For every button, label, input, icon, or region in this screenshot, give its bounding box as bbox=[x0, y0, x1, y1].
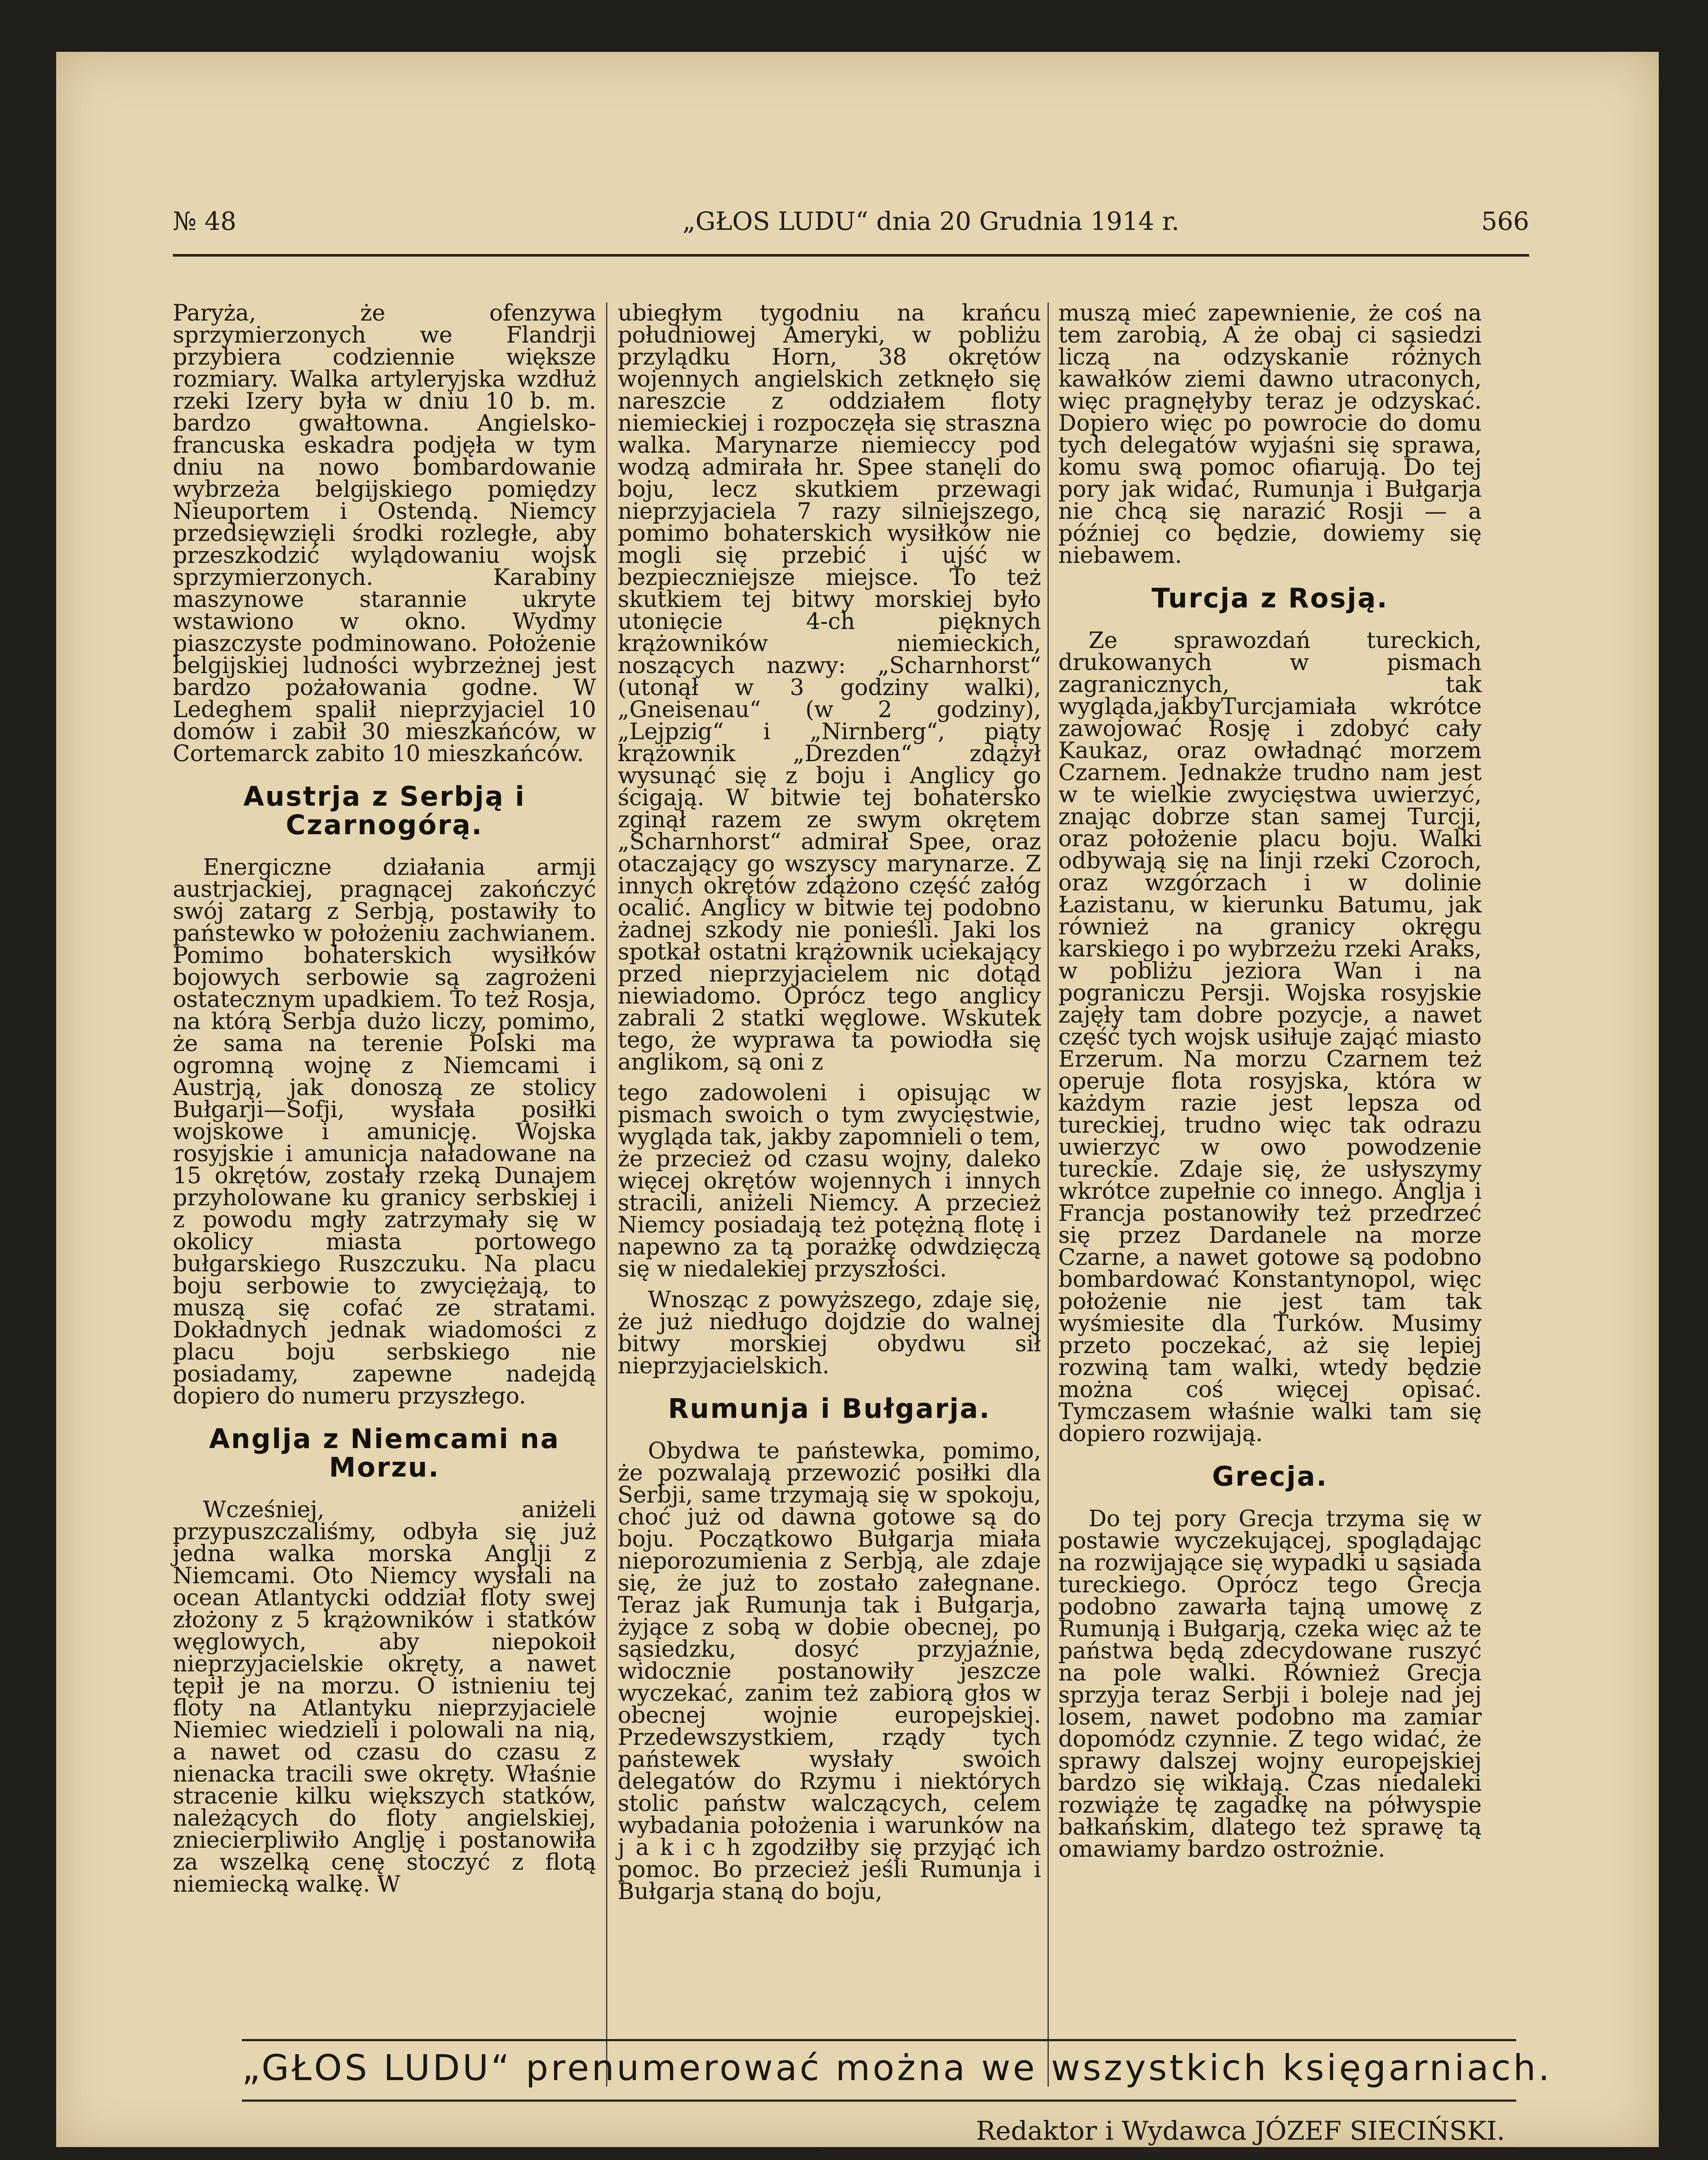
footer-rule-top bbox=[242, 2039, 1516, 2041]
paragraph: tego zadowoleni i opisując w pismach swoich o tym zwycięstwie, wygląda tak, jakby zapomnieli o tem, że przecież od czasu wojny, daleko więcej okrętów wojennych i innych stracili, aniżeli Niemcy. A przecież Niemcy posiadają też potężną flotę i napewno za tą porażkę odwdzięczą się w niedalekiej przyszłości. bbox=[618, 1080, 1041, 1282]
issue-number: № 48 bbox=[173, 206, 237, 236]
footer-rule-bottom bbox=[242, 2100, 1516, 2102]
article-column-1 bbox=[173, 302, 596, 2030]
section-heading-romania-bulgaria: Rumunja i Bułgarja. bbox=[668, 1393, 991, 1424]
paragraph: muszą mieć zapewnienie, że coś na tem zarobią, A że obaj ci sąsiedzi liczą na odzyskanie różnych kawałków ziemi dawno utraconych, więc pragnęłyby teraz je odzyskać. Dopiero więc po powrocie do domu tych delegatów wyjaśni się sprawa, komu swą pomoc ofiarują. Do tej pory jak widać, Rumunja i Bułgarja nie chcą się narazić Rosji — a później co będzie, dowiemy się niebawem. bbox=[1058, 300, 1482, 569]
header-rule bbox=[173, 254, 1529, 257]
column-divider bbox=[1048, 302, 1049, 2087]
page-number: 566 bbox=[1481, 206, 1529, 236]
paragraph: Energiczne działania armji austrjackiej, pragnącej zakończyć swój zatarg z Serbją, postawiły to państewko w położeniu zachwianem. Pomimo bohaterskich wysiłków bojowych serbowie są zagrożeni ostatecznym upadkiem. To też Rosja, na którą Serbja dużo liczy, pomimo, że sama na terenie Polski ma ogromną wojnę z Niemcami i Austrją, jak donoszą ze stolicy Bułgarji—Sofji, wysłała posiłki wojskowe i amunicję. Wojska rosyjskie i amunicja naładowane na 15 okrętów, zostały rzeką Dunajem przyholowane ku granicy serbskiej i z powodu mgły zatrzymały się w okolicy miasta portowego bułgarskiego Ruszczuku. Na placu boju serbowie to zwyciężają, to muszą się cofać ze stratami. Dokładnych jednak wiadomości z placu boju serbskiego nie posiadamy, zapewne nadejdą dopiero do numeru przyszłego. bbox=[173, 854, 596, 1409]
page-header bbox=[173, 206, 1529, 245]
article-column-2 bbox=[618, 302, 1041, 2030]
paragraph: Obydwa te państewka, pomimo, że pozwalają przewozić posiłki dla Serbji, same trzymają się w spokoju, choć już od dawna gotowe są do boju. Początkowo Bułgarja miała nieporozumienia z Serbją, ale zdaje się, że już to zostało załegnane. Teraz jak Rumunja tak i Bułgarja, żyjące z sobą w dobie obecnej, po sąsiedzku, dosyć przyjaźnie, widocznie postanowiły jeszcze wyczekać, zanim też zabiorą głos w obecnej wojnie europejskiej. Przedewszystkiem, rządy tych państewek wysłały swoich delegatów do Rzymu i niektórych stolic państw walczących, celem wybadania położenia i warunków na j a k i c h zgodziłby się przyjąć ich pomoc. Bo przecież jeśli Rumunja i Bułgarja staną do boju, bbox=[618, 1438, 1041, 1905]
paragraph: Paryża, że ofenzywa sprzymierzonych we Flandrji przybiera codziennie większe rozmiary. Walka artyleryjska wzdłuż rzeki Izery była w dniu 10 b. m. bardzo gwałtowna. Angielsko-francuska eskadra podjęła w tym dniu na nowo bombardowanie wybrzeża belgijskiego pomiędzy Nieuportem i Ostendą. Niemcy przedsięwzięli środki rozległe, aby przeszkodzić wylądowaniu wojsk sprzymierzonych. Karabiny maszynowe starannie ukryte wstawiono w okno. Wydmy piaszczyste podminowano. Położenie belgijskiej ludności wybrzeżnej jest bardzo pożałowania godne. W Ledeghem spalił nieprzyjaciel 10 domów i zabił 30 mieszkańców, w Cortemarck zabito 10 mieszkańców. bbox=[173, 300, 596, 767]
section-heading-greece: Grecja. bbox=[1212, 1461, 1328, 1492]
paragraph: Wcześniej, aniżeli przypuszczaliśmy, odbyła się już jedna walka morska Anglji z Niemcami. Oto Niemcy wysłali na ocean Atlantycki oddział floty swej złożony z 5 krążowników i statków węglowych, aby niepokoił nieprzyjacielskie okręty, a nawet tępił je na morzu. O istnieniu tej floty na Atlantyku nieprzyjaciele Niemiec wiedzieli i polowali na nią, a nawet od czasu do czasu z nienacka tracili swe okręty. Właśnie stracenie kilku większych statków, należących do floty angielskiej, zniecierpliwiło Anglję i postanowiła za wszelką cenę stoczyć z flotą niemiecką walkę. W bbox=[173, 1497, 596, 1897]
section-heading-england-germany: Anglja z Niemcami na Morzu. bbox=[209, 1423, 560, 1483]
section-heading-austria-serbia: Austrja z Serbją i Czarnogórą. bbox=[243, 781, 526, 841]
paragraph: ubiegłym tygodniu na krańcu południowej Ameryki, w pobliżu przylądku Horn, 38 okrętów wojennych angielskich zetknęło się nareszcie z oddziałem floty niemieckiej i rozpoczęła się straszna walka. Marynarze niemieccy pod wodzą admirała hr. Spee stanęli do boju, lecz skutkiem przewagi nieprzyjaciela 7 razy silniejszego, pomimo bohaterskich wysiłków nie mogli się przebić i ujść w bezpieczniejsze miejsce. To też skutkiem tej bitwy morskiej było utonięcie 4-ch pięknych krążowników niemieckich, noszących nazwy: „Scharnhorst“ (utonął w 3 godziny walki), „Gneisenau“ (w 2 godziny), „Lejpzig“ i „Nirnberg“, piąty krążownik „Drezden“ zdążył wysunąć się z boju i Anglicy go ścigają. W bitwie tej bohatersko zginął razem ze swym okrętem „Scharnhorst“ admirał Spee, oraz otaczający go wszyscy marynarze. Z innych okrętów zdążono część załóg ocalić. Anglicy w bitwie tej podobno żadnej szkody nie ponieśli. Jaki los spotkał ostatni krążownik uciekający przed nieprzyjacielem nic dotąd niewiadomo. Oprócz tego anglicy zabrali 2 statki węglowe. Wskutek tego, że wyprawa ta powiodła się anglikom, są oni z bbox=[618, 300, 1041, 1075]
paragraph: Wnosząc z powyższego, zdaje się, że już niedługo dojdzie do walnej bitwy morskiej obydwu sił nieprzyjacielskich. bbox=[618, 1287, 1041, 1379]
column-divider bbox=[606, 302, 607, 2087]
article-column-3 bbox=[1058, 302, 1482, 2030]
editor-line: Redaktor i Wydawca JÓZEF SIECIŃSKI. bbox=[976, 2116, 1505, 2146]
paragraph: Ze sprawozdań tureckich, drukowanych w pismach zagranicznych, tak wygląda,jakbyTurcjamiała wkrótce zawojować Rosję i zdobyć cały Kaukaz, oraz owładnąć morzem Czarnem. Jednakże trudno nam jest w te wielkie zwycięstwa uwierzyć, znając dobrze stan samej Turcji, oraz położenie placu boju. Walki odbywają się na linji rzeki Czoroch, oraz wzgórzach i w dolinie Łazistanu, w kierunku Batumu, jak również na granicy okręgu karskiego i po wybrzeżu rzeki Araks, w pobliżu jeziora Wan i na pograniczu Persji. Wojska rosyjskie zajęły tam dobre pozycje, a nawet część tych wojsk usiłuje zająć miasto Erzerum. Na morzu Czarnem też operuje flota rosyjska, która w każdym razie jest lepsza od tureckiej, trudno więc tak odrazu uwierzyć w owo powodzenie tureckie. Zdaje się, że usłyszymy wkrótce zupełnie co innego. Anglja i Francja postanowiły też przedrzeć się przez Dardanele na morze Czarne, a nawet gotowe są podobno bombardować Konstantynopol, więc położenie nie jest tam tak wyśmiesite dla Turków. Musimy przeto poczekać, aż się lepiej rozwiną tam walki, wtedy będzie można coś więcej opisać. Tymczasem właśnie walki tam się dopiero rozwijają. bbox=[1058, 628, 1482, 1447]
section-heading-turkey-russia: Turcja z Rosją. bbox=[1151, 582, 1389, 614]
subscription-banner: „GŁOS LUDU“ prenumerować można we wszystkich księgarniach. bbox=[242, 2048, 1552, 2089]
newspaper-title-date: „GŁOS LUDU“ dnia 20 Grudnia 1914 r. bbox=[683, 206, 1180, 236]
paragraph: Do tej pory Grecja trzyma się w postawie wyczekującej, spoglądając na rozwijające się wypadki u sąsiada tureckiego. Oprócz tego Grecja podobno zawarła tajną umowę z Rumunją i Bułgarją, czeka więc aż te państwa będą zdecydowane ruszyć na pole walki. Również Grecja sprzyja teraz Serbji i boleje nad jej losem, nawet podobno ma zamiar dopomódz czynnie. Z tego widać, że sprawy dalszej wojny europejskiej bardzo się wikłają. Czas niedaleki rozwiąże tę zagadkę na półwyspie bałkańskim, dlatego też sprawę tą omawiamy bardzo ostrożnie. bbox=[1058, 1506, 1482, 1862]
editor-rule bbox=[821, 2150, 1516, 2152]
